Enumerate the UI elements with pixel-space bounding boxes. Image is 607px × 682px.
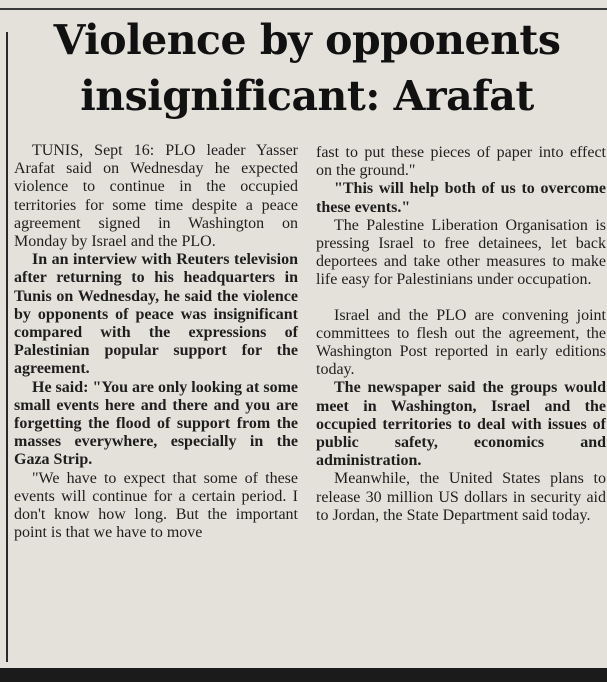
top-rule <box>0 8 607 10</box>
paragraph: TUNIS, Sept 16: PLO leader Yasser Arafat said on Wednesday he expected violence to continue in the occupied territories for some time despite a peace agreement signed in Washington on Monday by Israel and the PLO. <box>14 142 298 251</box>
paragraph: Israel and the PLO are convening joint committees to flesh out the agreement, the Washington Post reported in early editions today. <box>316 306 606 379</box>
right-column <box>316 144 606 525</box>
paragraph: "We have to expect that some of these events will continue for a certain period. I don't know how long. But the important point is that we have to move <box>14 469 298 542</box>
paragraph: He said: "You are only looking at some small events here and there and you are forgetting the flood of support from the masses everywhere, especially in the Gaza Strip. <box>14 378 298 469</box>
left-rule <box>6 32 8 662</box>
next-article-headline-cropped <box>0 668 607 682</box>
headline <box>12 12 602 124</box>
paragraph: In an interview with Reuters television after returning to his headquarters in Tunis on Wednesday, he said the violence by opponents of peace was insignificant compared with the expressions of Palestinian popular support for the agreement. <box>14 251 298 378</box>
left-column <box>14 142 298 542</box>
paragraph: Meanwhile, the United States plans to release 30 million US dollars in security aid to Jordan, the State Department said today. <box>316 470 606 524</box>
headline-line-2: insignificant: Arafat <box>80 72 534 120</box>
paragraph: fast to put these pieces of paper into effect on the ground." <box>316 144 606 180</box>
paragraph: The Palestine Liberation Organisation is pressing Israel to free detainees, let back deportees and take other measures to make life easy for Palestinians under occupation. <box>316 216 606 289</box>
paragraph: The newspaper said the groups would meet in Washington, Israel and the occupied territories to deal with issues of public safety, economics and administration. <box>316 379 606 470</box>
paragraph: "This will help both of us to overcome these events." <box>316 180 606 216</box>
headline-line-1: Violence by opponents <box>53 16 561 64</box>
